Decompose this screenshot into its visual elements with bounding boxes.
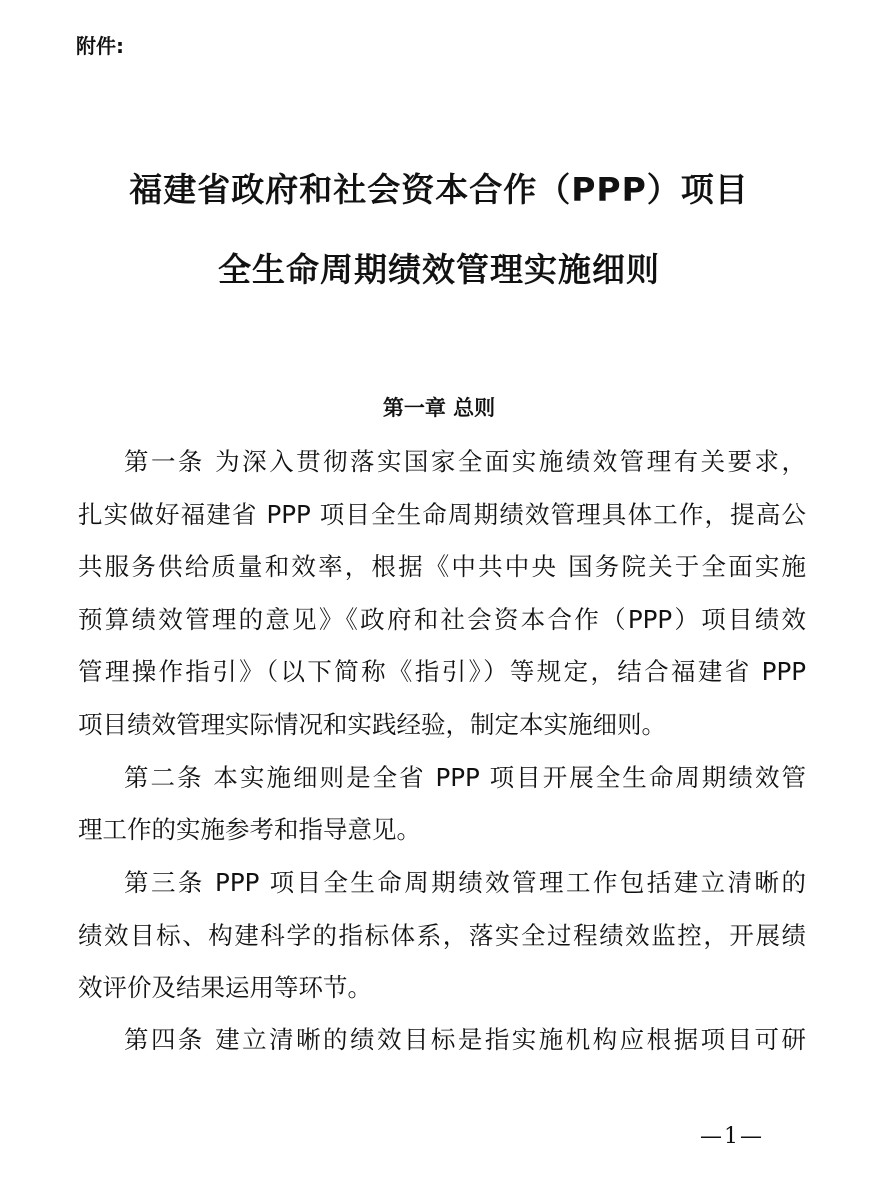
text-line: 第四条 建立清晰的绩效目标是指实施机构应根据项目可研 [124,1025,806,1054]
text-line: 管理操作指引》（以下简称《指引》）等规定，结合福建省 PPP [78,657,806,686]
text-line: 第二条 本实施细则是全省 PPP 项目开展全生命周期绩效管 [124,763,806,792]
text-line: 理工作的实施参考和指导意见。 [78,815,421,844]
document-title-line-1: 福建省政府和社会资本合作（PPP）项目 [129,170,749,209]
page-number: —1— [700,1124,764,1149]
text-line: 绩效目标、构建科学的指标体系，落实全过程绩效监控，开展绩 [78,921,806,950]
chapter-heading: 第一章 总则 [382,396,496,420]
text-line: 扎实做好福建省 PPP 项目全生命周期绩效管理具体工作，提高公 [78,500,806,529]
document-title-line-2: 全生命周期绩效管理实施细则 [218,250,660,289]
text-line: 效评价及结果运用等环节。 [78,973,372,1002]
text-line: 共服务供给质量和效率，根据《中共中央 国务院关于全面实施 [78,552,806,581]
text-line: 预算绩效管理的意见》《政府和社会资本合作（PPP）项目绩效 [78,605,806,634]
text-line: 第三条 PPP 项目全生命周期绩效管理工作包括建立清晰的 [124,868,806,897]
text-line: 第一条 为深入贯彻落实国家全面实施绩效管理有关要求， [124,447,806,476]
text-line: 项目绩效管理实际情况和实践经验，制定本实施细则。 [78,710,666,739]
attachment-label: 附件: [76,34,124,58]
